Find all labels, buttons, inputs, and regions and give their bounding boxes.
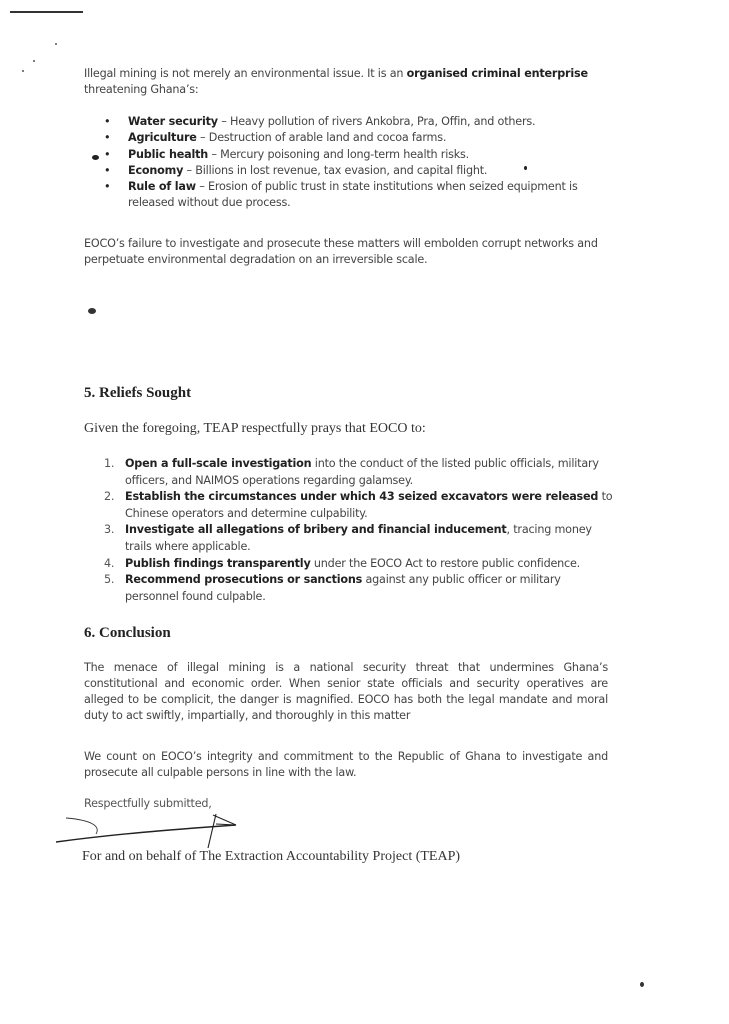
scan-speck (640, 982, 644, 987)
threat-item: • Public health – Mercury poisoning and long-term health risks. (104, 147, 624, 163)
scan-speck (22, 70, 24, 72)
reliefs-intro: Given the foregoing, TEAP respectfully prays that EOCO to: (84, 421, 426, 436)
closing-salutation: Respectfully submitted, (84, 797, 212, 810)
intro-paragraph: Illegal mining is not merely an environmental issue. It is an organised criminal enterprise threatening Ghana’s: (84, 67, 588, 96)
threat-list (104, 114, 624, 212)
relief-item: 5. Recommend prosecutions or sanctions against any public officer or military personnel found culpable. (104, 573, 561, 603)
relief-item: 4. Publish findings transparently under the EOCO Act to restore public confidence. (104, 556, 581, 570)
scan-speck (92, 155, 99, 160)
threat-item: • Economy – Billions in lost revenue, tax evasion, and capital flight. (104, 163, 624, 179)
conclusion-paragraph-1: The menace of illegal mining is a national security threat that undermines Ghana’s constitutional and economic order. When senior state officials and security operatives are alleged to be complicit, the danger is magnified. EOCO has both the legal mandate and moral duty to act swiftly, impartially, and thoroughly in this matter (84, 661, 608, 722)
signatory-line: For and on behalf of The Extraction Accountability Project (TEAP) (82, 849, 461, 864)
threat-item: • Rule of law – Erosion of public trust in state institutions when seized equipment is released without due process. (104, 179, 624, 212)
relief-item: 1. Open a full-scale investigation into the conduct of the listed public officials, military officers, and NAIMOS operations regarding galamsey. (104, 457, 599, 487)
relief-item: 2. Establish the circumstances under which 43 seized excavators were released to Chinese operators and determine culpability. (104, 490, 613, 520)
section-heading-conclusion: 6. Conclusion (84, 625, 171, 641)
reliefs-list (104, 456, 614, 605)
scan-speck (55, 43, 57, 45)
top-rule (10, 11, 83, 13)
signature (56, 812, 256, 852)
section-heading-reliefs: 5. Reliefs Sought (84, 385, 192, 401)
scan-speck (88, 308, 96, 314)
threat-item: • Agriculture – Destruction of arable land and cocoa farms. (104, 130, 624, 146)
threat-item: • Water security – Heavy pollution of rivers Ankobra, Pra, Offin, and others. (104, 114, 624, 130)
conclusion-paragraph-2: We count on EOCO’s integrity and commitment to the Republic of Ghana to investigate and prosecute all culpable persons in line with the law. (84, 750, 608, 779)
relief-item: 3. Investigate all allegations of bribery and financial inducement, tracing money trails where applicable. (104, 523, 592, 553)
scan-speck (33, 60, 35, 62)
intro-emphasis: organised criminal enterprise (406, 67, 588, 80)
failure-paragraph: EOCO’s failure to investigate and prosecute these matters will embolden corrupt networks and perpetuate environmental degradation on an irreversible scale. (84, 237, 598, 266)
